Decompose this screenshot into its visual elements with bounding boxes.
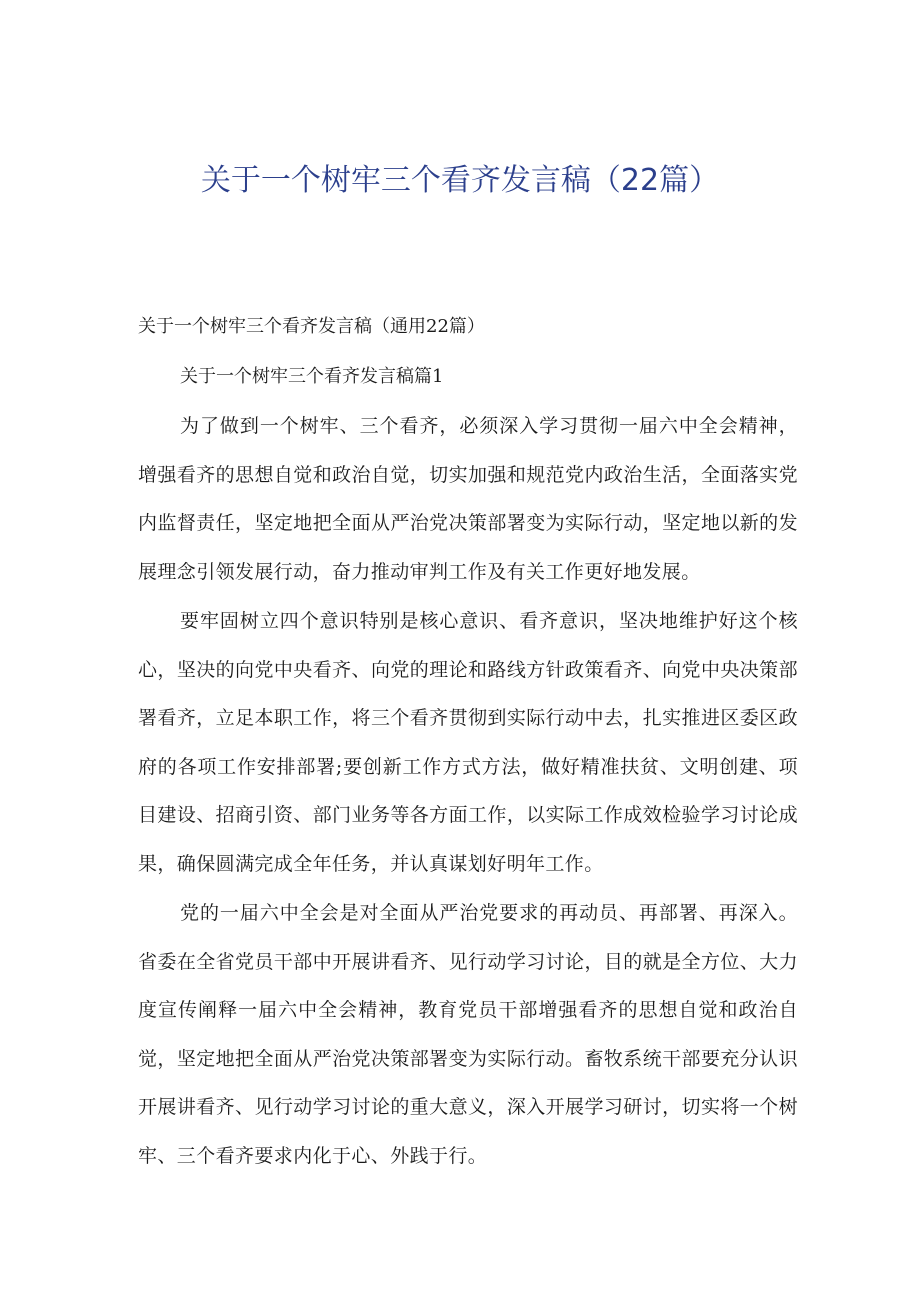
body-paragraph: 党的一届六中全会是对全面从严治党要求的再动员、再部署、再深入。省委在全省党员干部中开展讲看齐、见行动学习讨论，目的就是全方位、大力度宣传阐释一届六中全会精神，教育党员干部增强看齐的思想自觉和政治自觉，坚定地把全面从严治党决策部署变为实际行动。畜牧系统干部要充分认识开展讲看齐、见行动学习讨论的重大意义，深入开展学习研讨，切实将一个树牢、三个看齐要求内化于心、外践于行。 — [138, 902, 798, 1167]
document-title: 关于一个树牢三个看齐发言稿（22篇） — [200, 163, 720, 198]
body-paragraph: 为了做到一个树牢、三个看齐，必须深入学习贯彻一届六中全会精神，增强看齐的思想自觉和政治自觉，切实加强和规范党内政治生活，全面落实党内监督责任，坚定地把全面从严治党决策部署变为实际行动，坚定地以新的发展理念引领发展行动，奋力推动审判工作及有关工作更好地发展。 — [138, 415, 798, 583]
section-heading: 关于一个树牢三个看齐发言稿篇1 — [180, 366, 444, 387]
body-paragraph: 要牢固树立四个意识特别是核心意识、看齐意识，坚决地维护好这个核心，坚决的向党中央看齐、向党的理论和路线方针政策看齐、向党中央决策部署看齐，立足本职工作，将三个看齐贯彻到实际行动中去，扎实推进区委区政府的各项工作安排部署;要创新工作方式方法，做好精准扶贫、文明创建、项目建设、招商引资、部门业务等各方面工作，以实际工作成效检验学习讨论成果，确保圆满完成全年任务，并认真谋划好明年工作。 — [138, 610, 798, 875]
document-subtitle: 关于一个树牢三个看齐发言稿（通用22篇） — [138, 316, 485, 337]
